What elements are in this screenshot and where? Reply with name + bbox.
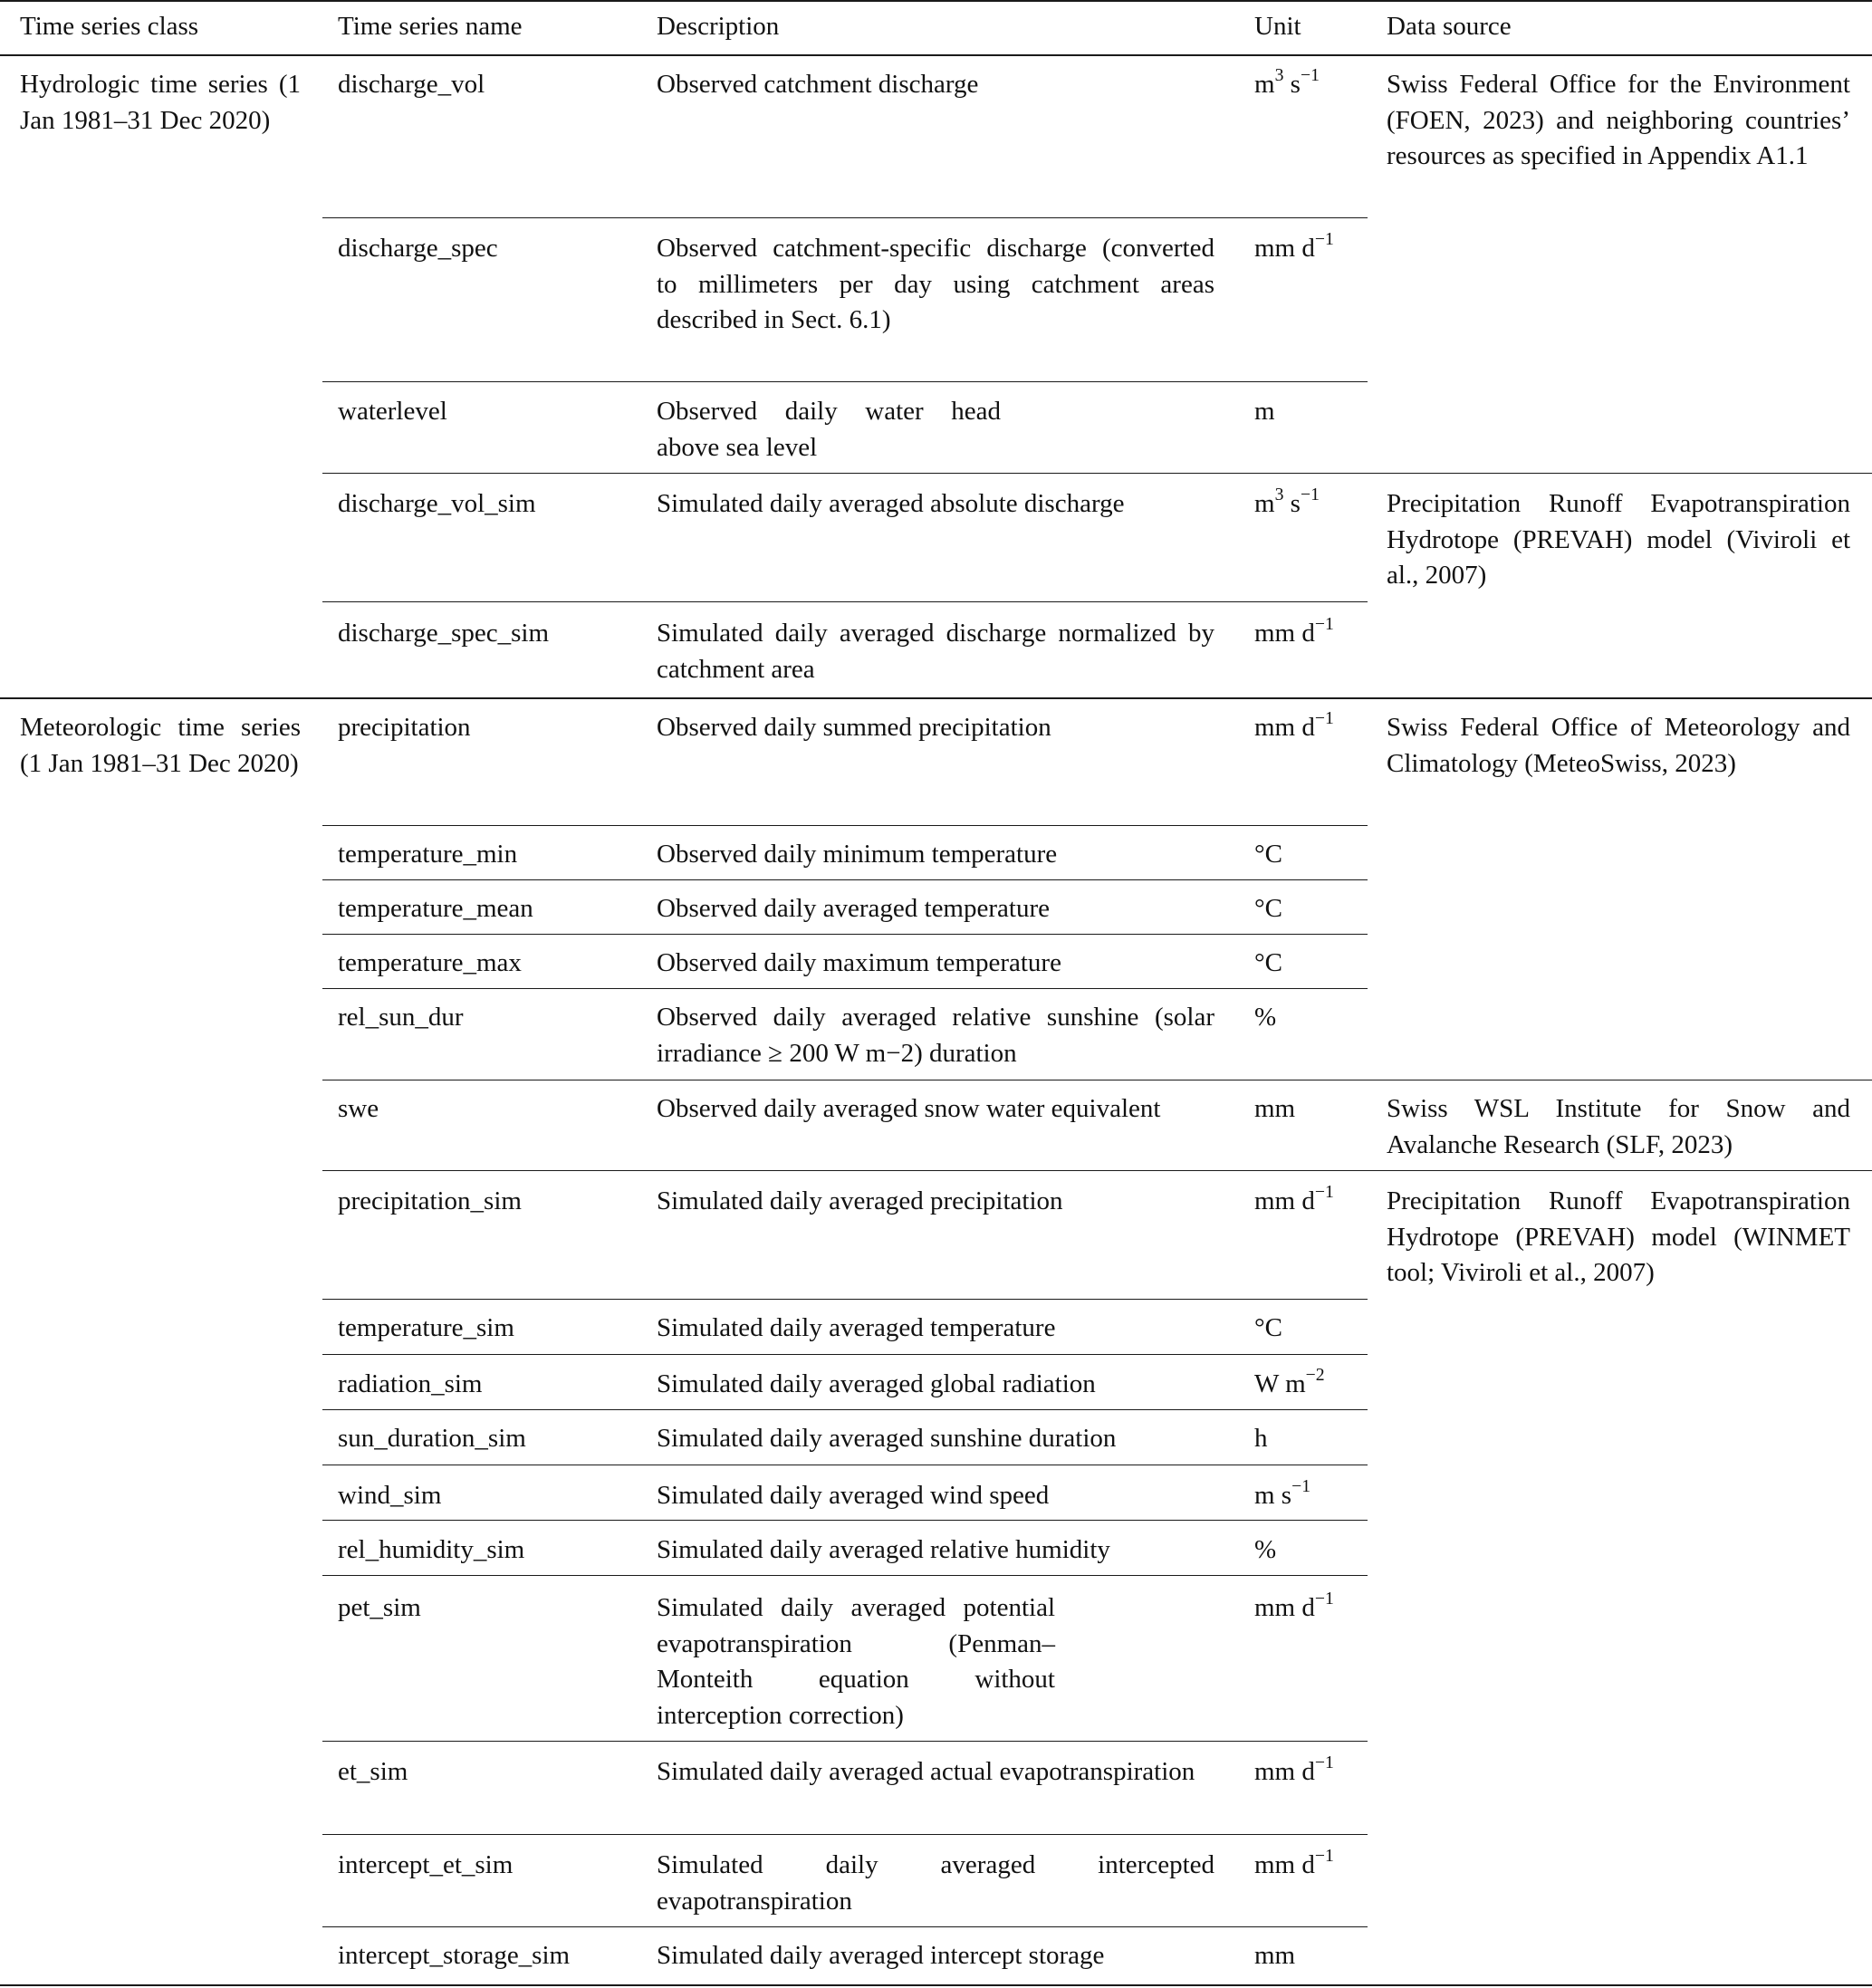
- series-unit: mm $d^{-1}$: [1254, 1588, 1334, 1622]
- series-unit: $m^3$ $s^{-1}$: [1254, 64, 1320, 99]
- series-unit: °C: [1254, 1313, 1282, 1342]
- series-name: temperature_sim: [338, 1313, 514, 1342]
- row-rule: [322, 1834, 1368, 1835]
- series-name: discharge_vol: [338, 70, 485, 99]
- row-rule: [322, 825, 1368, 826]
- source-cell: Precipitation Runoff Evapotranspiration Hydrotope (PREVAH) model (Viviroli et al., 2007): [1387, 489, 1850, 590]
- series-name: rel_humidity_sim: [338, 1535, 525, 1564]
- header-rule: [0, 54, 1872, 56]
- series-unit: mm: [1254, 1094, 1296, 1123]
- top-rule: [0, 0, 1872, 2]
- series-name: intercept_et_sim: [338, 1850, 514, 1879]
- class-cell: Meteorologic time series (1 Jan 1981–31 Dec 2020): [20, 713, 301, 778]
- header-unit: Unit: [1254, 12, 1301, 41]
- series-unit: °C: [1254, 948, 1282, 977]
- series-description: Observed daily averaged temperature: [657, 894, 1050, 923]
- series-description: Observed daily summed precipitation: [657, 713, 1051, 742]
- row-rule: [322, 1299, 1368, 1300]
- series-name: intercept_storage_sim: [338, 1941, 571, 1970]
- header-class: Time series class: [20, 12, 199, 41]
- series-unit: m $s^{-1}$: [1254, 1475, 1311, 1510]
- series-unit: W $m^{-2}$: [1254, 1364, 1325, 1398]
- series-description: Simulated daily averaged global radiation: [657, 1369, 1096, 1398]
- row-rule: [322, 934, 1368, 935]
- series-unit: h: [1254, 1424, 1268, 1453]
- series-description: Observed daily maximum temperature: [657, 948, 1061, 977]
- series-description: Observed daily minimum temperature: [657, 840, 1058, 869]
- header-name: Time series name: [338, 12, 523, 41]
- series-description: Observed daily averaged snow water equivalent: [657, 1094, 1161, 1123]
- row-rule: [322, 381, 1368, 382]
- series-name: temperature_mean: [338, 894, 533, 923]
- row-rule: [322, 988, 1368, 989]
- series-description: Simulated daily averaged temperature: [657, 1313, 1056, 1342]
- series-description: Observed catchment-specific discharge (converted to millimeters per day using catchment areas described in Sect. 6.1): [657, 234, 1214, 334]
- series-name: precipitation_sim: [338, 1186, 522, 1215]
- series-unit: °C: [1254, 894, 1282, 923]
- class-cell: Hydrologic time series (1 Jan 1981–31 Dec 2020): [20, 70, 301, 135]
- row-rule: [322, 601, 1368, 602]
- series-description: Simulated daily averaged precipitation: [657, 1186, 1063, 1215]
- series-unit: %: [1254, 1003, 1277, 1032]
- series-name: sun_duration_sim: [338, 1424, 526, 1453]
- row-rule: [322, 1354, 1368, 1355]
- series-unit: mm $d^{-1}$: [1254, 1845, 1334, 1879]
- source-cell: Swiss Federal Office of Meteorology and Climatology (MeteoSwiss, 2023): [1387, 713, 1850, 778]
- row-rule: [322, 1409, 1368, 1410]
- row-rule: [322, 1741, 1368, 1742]
- series-description: Simulated daily averaged intercepted evapotranspiration: [657, 1850, 1214, 1916]
- series-description: Observed daily water head above sea level: [657, 397, 1001, 462]
- series-description: Simulated daily averaged relative humidity: [657, 1535, 1110, 1564]
- series-name: radiation_sim: [338, 1369, 483, 1398]
- header-description: Description: [657, 12, 780, 41]
- series-description: Observed catchment discharge: [657, 70, 979, 99]
- series-unit: mm $d^{-1}$: [1254, 1752, 1334, 1786]
- series-name: pet_sim: [338, 1593, 421, 1622]
- series-unit: $m^3$ $s^{-1}$: [1254, 484, 1320, 518]
- row-rule: [322, 1575, 1368, 1576]
- header-source: Data source: [1387, 12, 1512, 41]
- series-unit: %: [1254, 1535, 1277, 1564]
- series-name: discharge_spec: [338, 234, 498, 263]
- series-unit: mm $d^{-1}$: [1254, 707, 1334, 742]
- series-name: temperature_max: [338, 948, 522, 977]
- row-rule: [322, 879, 1368, 880]
- series-name: swe: [338, 1094, 379, 1123]
- series-name: precipitation: [338, 713, 471, 742]
- series-description: Simulated daily averaged discharge normalized by catchment area: [657, 619, 1214, 684]
- series-name: discharge_spec_sim: [338, 619, 550, 648]
- series-unit: mm: [1254, 1941, 1296, 1970]
- series-name: et_sim: [338, 1757, 408, 1786]
- series-description: Simulated daily averaged sunshine duration: [657, 1424, 1117, 1453]
- series-description: Simulated daily averaged absolute discharge: [657, 489, 1125, 518]
- series-unit: m: [1254, 397, 1275, 426]
- series-description: Simulated daily averaged wind speed: [657, 1481, 1050, 1510]
- source-cell: Precipitation Runoff Evapotranspiration Hydrotope (PREVAH) model (WINMET tool; Viviroli et al., 2007): [1387, 1186, 1850, 1287]
- series-description: Simulated daily averaged actual evapotranspiration: [657, 1757, 1195, 1786]
- series-description: Observed daily averaged relative sunshine (solar irradiance ≥ 200 W m−2) duration: [657, 1003, 1214, 1068]
- series-unit: mm $d^{-1}$: [1254, 228, 1334, 263]
- series-name: temperature_min: [338, 840, 518, 869]
- row-rule: [322, 1926, 1368, 1927]
- series-name: waterlevel: [338, 397, 447, 426]
- series-unit: °C: [1254, 840, 1282, 869]
- series-description: Simulated daily averaged intercept storage: [657, 1941, 1105, 1970]
- row-rule: [322, 217, 1368, 218]
- row-rule: [322, 473, 1872, 474]
- row-rule: [322, 1520, 1368, 1521]
- series-description: Simulated daily averaged potential evapotranspiration (Penman–Monteith equation without interception correction): [657, 1593, 1055, 1730]
- series-unit: mm $d^{-1}$: [1254, 613, 1334, 648]
- series-unit: mm $d^{-1}$: [1254, 1181, 1334, 1215]
- series-name: discharge_vol_sim: [338, 489, 536, 518]
- series-name: rel_sun_dur: [338, 1003, 464, 1032]
- series-name: wind_sim: [338, 1481, 442, 1510]
- source-cell: Swiss WSL Institute for Snow and Avalanche Research (SLF, 2023): [1387, 1094, 1850, 1159]
- bottom-rule: [0, 1984, 1872, 1986]
- source-cell: Swiss Federal Office for the Environment (FOEN, 2023) and neighboring countries’ resources as specified in Appendix A1.1: [1387, 70, 1850, 170]
- group-rule: [0, 697, 1872, 699]
- row-rule: [322, 1170, 1872, 1171]
